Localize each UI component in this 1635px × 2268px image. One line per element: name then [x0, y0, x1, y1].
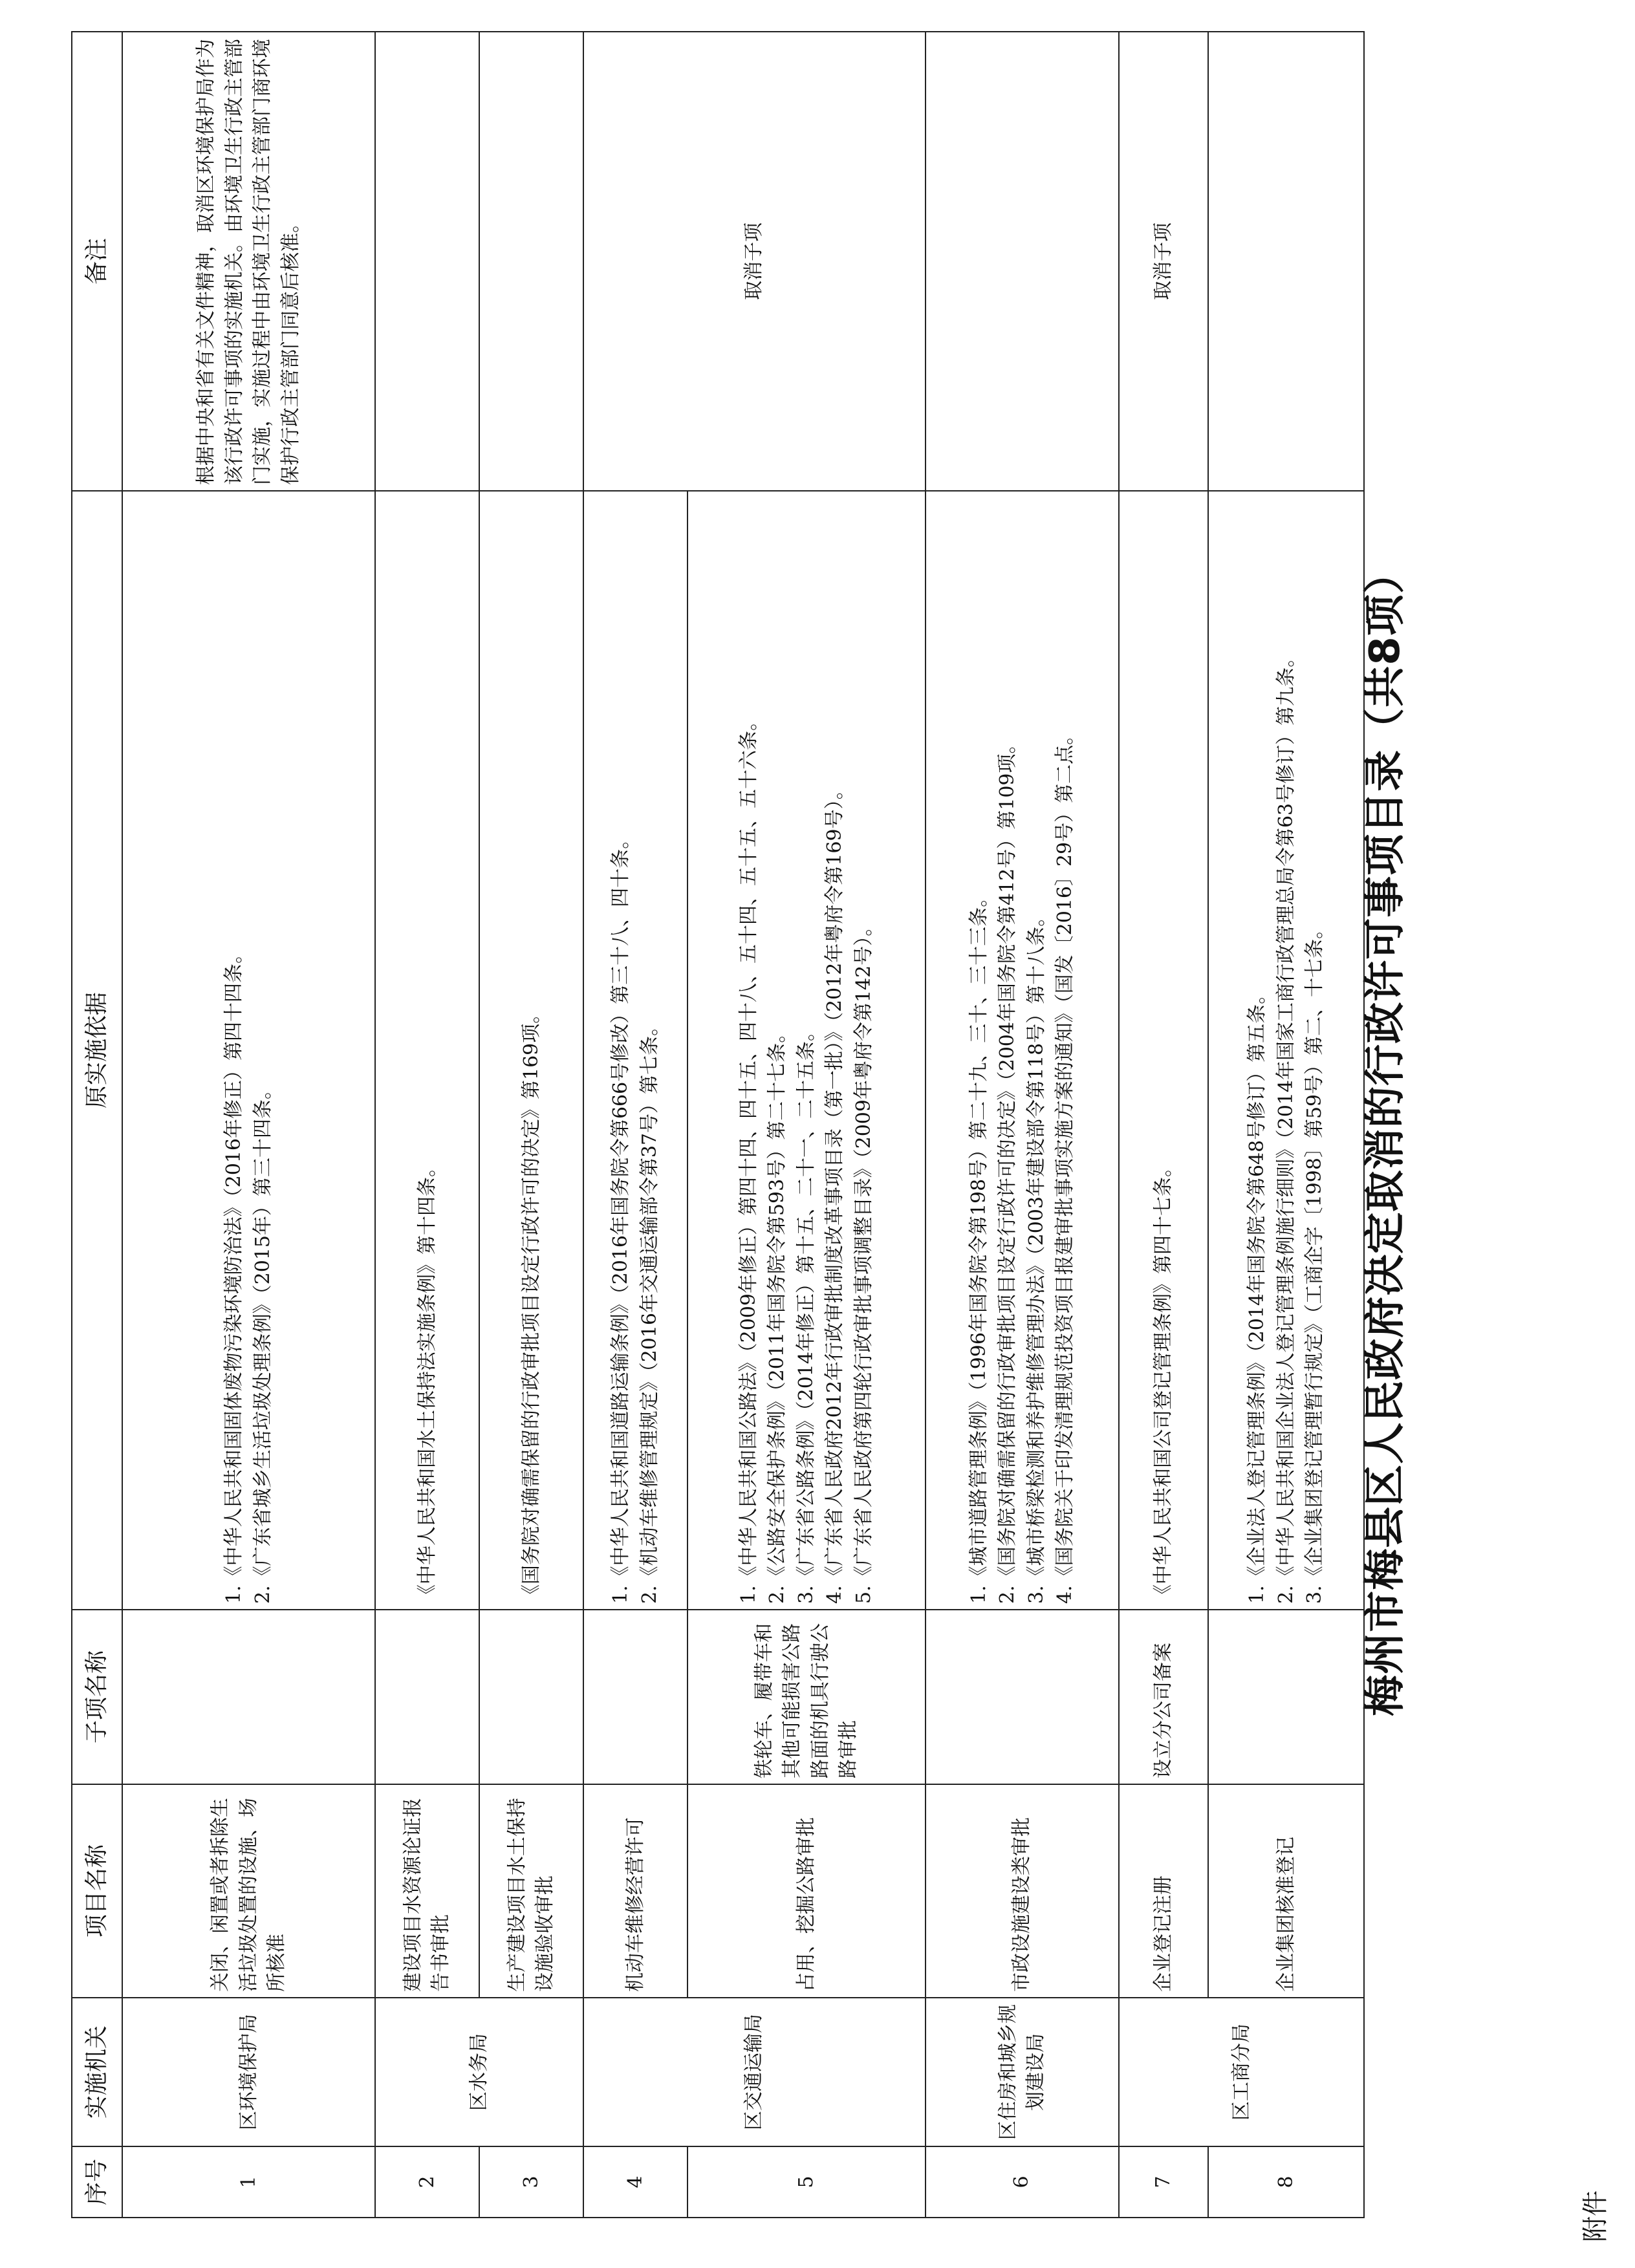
row-basis — [926, 491, 1119, 1610]
row-subitem — [479, 1610, 583, 1784]
row-agency: 区工商分局 — [1119, 1998, 1364, 2146]
row-agency: 区住房和城乡规划建设局 — [926, 1998, 1119, 2146]
row-agency: 区环境保护局 — [122, 1998, 375, 2146]
row-subitem — [583, 1610, 688, 1784]
basis-line: 《中华人民共和国水土保持法实施条例》第十四条。 — [415, 1158, 439, 1604]
row-no: 5 — [688, 2146, 926, 2218]
table-header-row — [72, 32, 122, 2218]
row-subitem: 设立分公司备案 — [1119, 1610, 1208, 1784]
row-note — [1208, 32, 1364, 491]
basis-line: 2.《机动车维修管理规定》（2016年交通运输部令第37号）第七条。 — [638, 1016, 661, 1604]
row-note — [375, 32, 479, 491]
page-title: 梅州市梅县区人民政府决定取消的行政许可事项目录（共8项） — [1361, 552, 1409, 1716]
basis-line: 1.《中华人民共和国公路法》（2009年修正）第四十四、四十五、四十八、五十四、五十五、五十六条。 — [737, 711, 760, 1604]
row-basis — [122, 491, 375, 1610]
col-header-no: 序号 — [72, 2146, 122, 2218]
row-no: 3 — [479, 2146, 583, 2218]
row-basis — [479, 491, 583, 1610]
basis-line: 2.《公路安全保护条例》（2011年国务院令第593号）第二十七条。 — [766, 1023, 789, 1604]
row-item: 企业集团核准登记 — [1208, 1784, 1364, 1998]
row-basis — [583, 491, 688, 1610]
table-row — [122, 32, 375, 2218]
basis-line: 3.《城市桥梁检测和养护维修管理办法》（2003年建设部令第118号）第十八条。 — [1024, 907, 1048, 1604]
row-no: 6 — [926, 2146, 1119, 2218]
row-item: 市政设施建设类审批 — [926, 1784, 1119, 1998]
col-header-agency: 实施机关 — [72, 1998, 122, 2146]
row-subitem — [375, 1610, 479, 1784]
basis-line: 4.《国务院关于印发清理规范投资项目报建审批事项实施方案的通知》（国发〔2016〕29号）第二点。 — [1054, 725, 1077, 1604]
row-note — [926, 32, 1119, 491]
row-subitem — [1208, 1610, 1364, 1784]
table-row — [1208, 32, 1364, 2218]
basis-line: 3.《广东省公路条例》（2014年修正）第十五、二十一、二十五条。 — [794, 1022, 817, 1604]
basis-line: 《国务院对确需保留的行政审批项目设定行政许可的决定》第169项。 — [519, 1004, 543, 1604]
row-item: 建设项目水资源论证报告书审批 — [375, 1784, 479, 1998]
col-header-note: 备注 — [72, 32, 122, 491]
basis-line: 2.《广东省城乡生活垃圾处理条例》（2015年）第三十四条。 — [251, 1080, 274, 1604]
table-row — [375, 32, 479, 2218]
row-note: 根据中央和省有关文件精神，取消区环境保护局作为该行政许可事项的实施机关。由环境卫生行政主管部门实施，实施过程中由环境卫生行政主管部门商环境保护行政主管部门同意后核准。 — [122, 32, 375, 491]
row-basis — [1208, 491, 1364, 1610]
row-item: 关闭、闲置或者拆除生活垃圾处置的设施、场所核准 — [122, 1784, 375, 1998]
table-row — [1119, 32, 1208, 2218]
basis-line: 1.《中华人民共和国道路运输条例》（2016年国务院令第666号修改）第三十八、四十条。 — [609, 829, 633, 1604]
col-header-basis: 原实施依据 — [72, 491, 122, 1610]
items-table — [71, 31, 1365, 2218]
table-row — [479, 32, 583, 2218]
row-item: 生产建设项目水土保持设施验收审批 — [479, 1784, 583, 1998]
row-no: 4 — [583, 2146, 688, 2218]
basis-line: 1.《企业法人登记管理条例》（2014年国务院令第648号修订）第五条。 — [1246, 984, 1268, 1604]
row-subitem: 铁轮车、履带车和其他可能损害公路路面的机具行驶公路审批 — [688, 1610, 926, 1784]
row-subitem — [122, 1610, 375, 1784]
table-row — [583, 32, 688, 2218]
row-agency: 区交通运输局 — [583, 1998, 926, 2146]
row-no: 8 — [1208, 2146, 1364, 2218]
basis-line: 5.《广东省人民政府第四轮行政审批事项调整目录》（2009年粤府令第142号）。 — [852, 916, 875, 1604]
row-no: 2 — [375, 2146, 479, 2218]
row-basis — [1119, 491, 1208, 1610]
attachment-label: 附件 — [1581, 2190, 1610, 2242]
row-subitem — [926, 1610, 1119, 1784]
basis-line: 2.《国务院对确需保留的行政审批项目设定行政许可的决定》（2004年国务院令第412号）第109项。 — [996, 734, 1019, 1604]
row-note — [479, 32, 583, 491]
row-no: 7 — [1119, 2146, 1208, 2218]
row-note: 取消子项 — [583, 32, 926, 491]
basis-line: 《中华人民共和国公司登记管理条例》第四十七条。 — [1151, 1158, 1175, 1604]
basis-line: 2.《中华人民共和国企业法人登记管理条例施行细则》（2014年国家工商行政管理总局令第63号修订）第九条。 — [1274, 647, 1297, 1604]
row-no: 1 — [122, 2146, 375, 2218]
col-header-subitem: 子项名称 — [72, 1610, 122, 1784]
row-item: 占用、挖掘公路审批 — [688, 1784, 926, 1998]
basis-line: 4.《广东省人民政府2012年行政审批制度改革事项目录（第一批）》（2012年粤府令第169号）。 — [823, 780, 847, 1604]
row-note: 取消子项 — [1119, 32, 1208, 491]
basis-line: 1.《城市道路管理条例》（1996年国务院令第198号）第二十九、三十、三十三条。 — [967, 887, 990, 1604]
row-item: 机动车维修经营许可 — [583, 1784, 688, 1998]
basis-line: 3.《企业集团登记管理暂行规定》（工商企字〔1998〕第59号）第二、十七条。 — [1303, 919, 1326, 1604]
basis-line: 1.《中华人民共和国固体废物污染环境防治法》（2016年修正）第四十四条。 — [222, 944, 246, 1604]
row-basis — [688, 491, 926, 1610]
row-basis — [375, 491, 479, 1610]
row-agency: 区水务局 — [375, 1998, 583, 2146]
row-item: 企业登记注册 — [1119, 1784, 1208, 1998]
col-header-item: 项目名称 — [72, 1784, 122, 1998]
table-row — [926, 32, 1119, 2218]
